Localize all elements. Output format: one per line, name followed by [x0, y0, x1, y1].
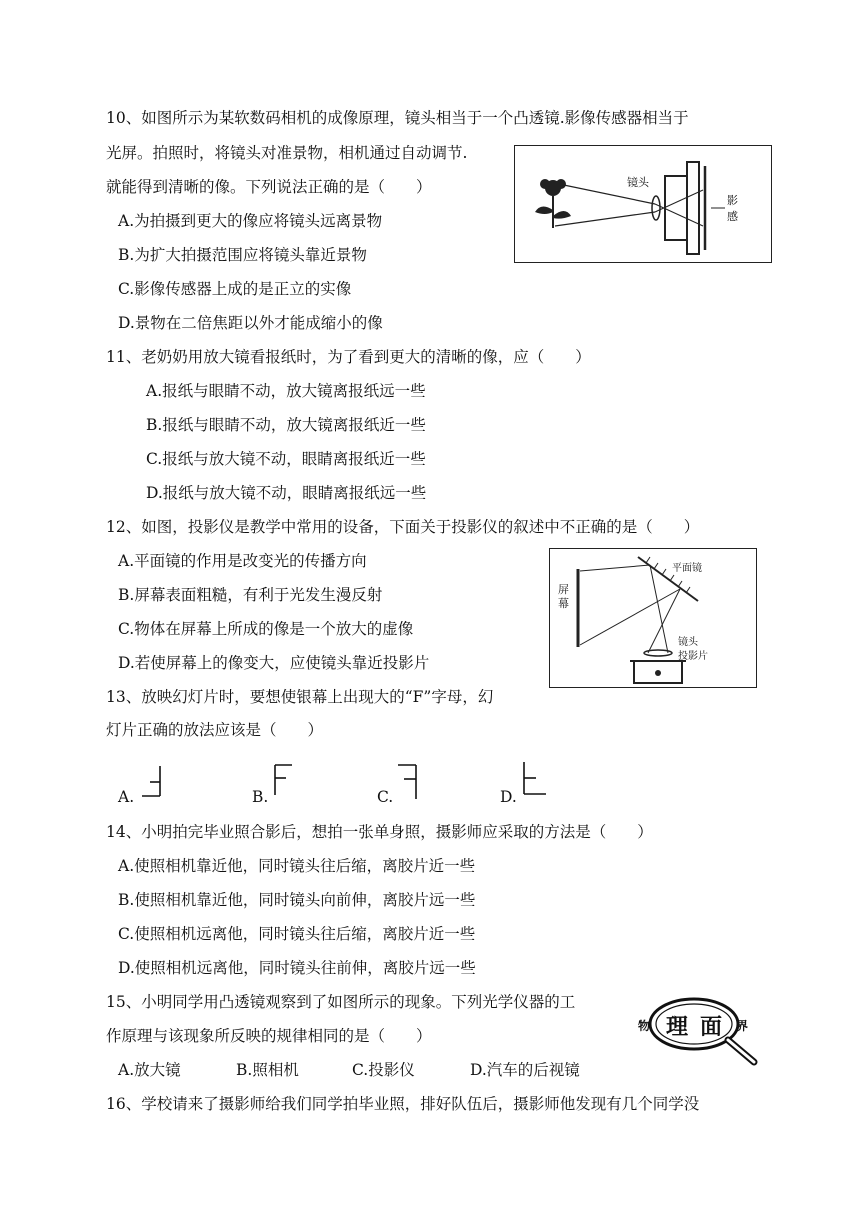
- q10-option-b: B.为扩大拍摄范围应将镜头靠近景物: [118, 246, 367, 264]
- q12-option-b: B.屏幕表面粗糙，有利于光发生漫反射: [118, 586, 383, 604]
- q14-option-b: B.使照相机靠近他，同时镜头向前伸，离胶片远一些: [118, 891, 476, 909]
- q12-projector-figure: [549, 548, 757, 688]
- q10-lens-label: 镜头: [627, 176, 649, 189]
- q10-camera-figure: [514, 145, 772, 263]
- q11-stem: 11、老奶奶用放大镜看报纸时，为了看到更大的清晰的像，应（ ）: [106, 348, 591, 366]
- q12-option-a: A.平面镜的作用是改变光的传播方向: [118, 552, 367, 570]
- q10-option-c: C.影像传感器上成的是正立的实像: [118, 280, 352, 298]
- q13-stem-line1: 13、放映幻灯片时，要想使银幕上出现大的“F”字母，幻: [106, 688, 494, 706]
- q10-sensor-label-1: 影: [727, 194, 738, 207]
- q13-option-a-label: A.: [118, 788, 135, 806]
- q13-option-d-label: D.: [500, 788, 517, 806]
- q12-slide-label: 投影片: [678, 651, 708, 662]
- magnifier-icon: [650, 999, 738, 1049]
- q13-option-d-glyph: [520, 760, 548, 796]
- q10-option-d: D.景物在二倍焦距以外才能成缩小的像: [118, 314, 383, 332]
- q10-option-a: A.为拍摄到更大的像应将镜头远离景物: [118, 212, 383, 230]
- q14-option-a: A.使照相机靠近他，同时镜头往后缩，离胶片近一些: [118, 857, 476, 875]
- q15-text-mid-2: 面: [700, 1014, 723, 1040]
- q13-option-b-glyph: [272, 763, 296, 797]
- q13-stem-line2: 灯片正确的放法应该是（ ）: [106, 721, 324, 739]
- q12-option-c: C.物体在屏幕上所成的像是一个放大的虚像: [118, 620, 414, 638]
- q11-option-a: A.报纸与眼睛不动，放大镜离报纸远一些: [146, 382, 426, 400]
- q11-option-d: D.报纸与放大镜不动，眼睛离报纸远一些: [146, 484, 427, 502]
- q14-option-d: D.使照相机远离他，同时镜头往前伸，离胶片远一些: [118, 959, 476, 977]
- q15-magnifier-figure: [636, 994, 760, 1068]
- lens-icon: [652, 196, 660, 220]
- q12-mirror-label: 平面镜: [672, 563, 702, 574]
- q13-option-b-label: B.: [252, 788, 269, 806]
- q10-stem-line1: 10、如图所示为某软数码相机的成像原理，镜头相当于一个凸透镜.影像传感器相当于: [106, 109, 689, 127]
- q10-sensor-label-2: 感: [727, 210, 738, 223]
- q15-text-right: 界: [736, 1019, 749, 1033]
- q15-option-d: D.汽车的后视镜: [470, 1061, 580, 1079]
- q13-option-a-glyph: [140, 764, 166, 798]
- q11-option-b: B.报纸与眼睛不动，放大镜离报纸近一些: [146, 416, 426, 434]
- q15-option-c: C.投影仪: [352, 1061, 415, 1079]
- q14-option-c: C.使照相机远离他，同时镜头往后缩，离胶片近一些: [118, 925, 476, 943]
- q12-stem: 12、如图，投影仪是教学中常用的设备，下面关于投影仪的叙述中不正确的是（ ）: [106, 518, 700, 536]
- q15-text-left: 物: [638, 1019, 651, 1033]
- q10-stem-line3: 就能得到清晰的像。下列说法正确的是（ ）: [106, 178, 432, 196]
- q15-option-b: B.照相机: [236, 1061, 299, 1079]
- q12-screen-label-2: 幕: [558, 597, 569, 610]
- q16-stem-line1: 16、学校请来了摄影师给我们同学拍毕业照，排好队伍后，摄影师他发现有几个同学没: [106, 1095, 700, 1113]
- q15-stem-line1: 15、小明同学用凸透镜观察到了如图所示的现象。下列光学仪器的工: [106, 993, 576, 1011]
- q15-option-a: A.放大镜: [118, 1061, 181, 1079]
- q12-lens-label: 镜头: [678, 637, 698, 648]
- q14-stem: 14、小明拍完毕业照合影后，想拍一张单身照，摄影师应采取的方法是（ ）: [106, 823, 653, 841]
- q15-stem-line2: 作原理与该现象所反映的规律相同的是（ ）: [106, 1027, 432, 1045]
- q11-option-c: C.报纸与放大镜不动，眼睛离报纸近一些: [146, 450, 426, 468]
- q12-screen-label-1: 屏: [558, 583, 569, 596]
- q13-option-c-label: C.: [377, 788, 394, 806]
- q12-option-d: D.若使屏幕上的像变大，应使镜头靠近投影片: [118, 654, 430, 672]
- q10-stem-line2: 光屏。拍照时，将镜头对准景物，相机通过自动调节.: [106, 144, 468, 162]
- flower-icon: [535, 179, 571, 228]
- q15-text-mid-1: 理: [666, 1014, 689, 1040]
- q13-option-c-glyph: [396, 763, 420, 801]
